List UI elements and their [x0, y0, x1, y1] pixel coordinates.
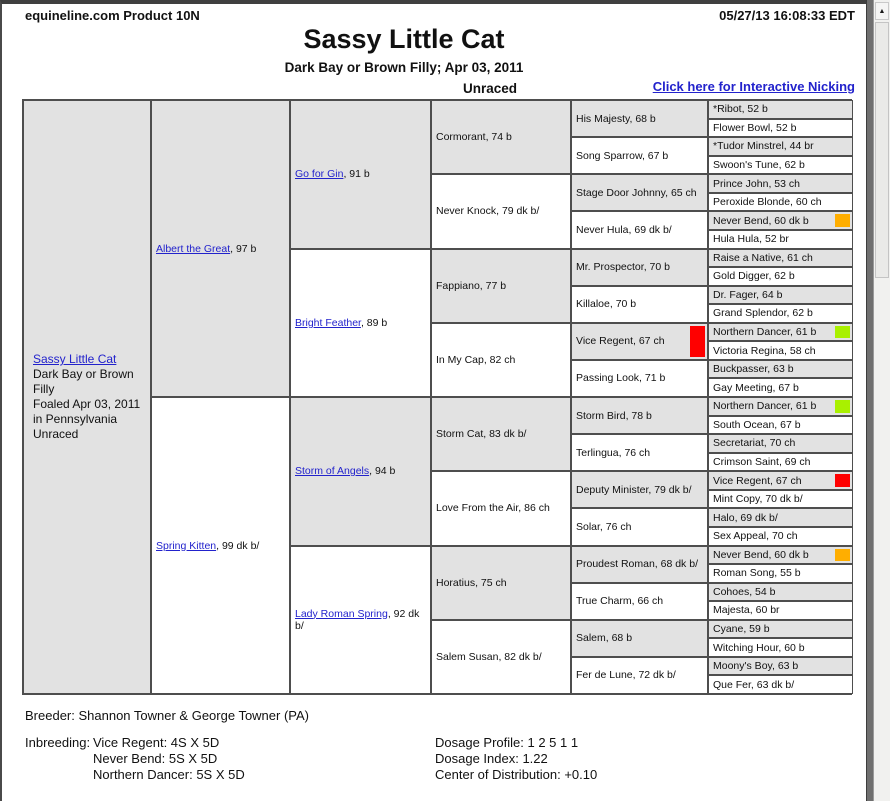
pedigree-cell-g6-29 — [708, 620, 853, 639]
horse-name: Albert the Great, 97 b — [156, 242, 257, 255]
horse-name: In My Cap, 82 ch — [436, 353, 516, 366]
horse-name: *Tudor Minstrel, 44 br — [713, 140, 814, 153]
horse-name: Que Fer, 63 dk b/ — [713, 678, 795, 691]
pedigree-cell-g4-2 — [431, 174, 571, 248]
pedigree-cell-g5-16 — [571, 657, 708, 694]
horse-name: Grand Splendor, 62 b — [713, 307, 813, 320]
horse-name: Secretariat, 70 ch — [713, 437, 796, 450]
pedigree-cell-g6-31 — [708, 657, 853, 676]
pedigree-cell-g5-3 — [571, 174, 708, 211]
pedigree-cell-g6-13 — [708, 323, 853, 342]
horse-name: Gay Meeting, 67 b — [713, 381, 799, 394]
pedigree-cell-g6-10 — [708, 267, 853, 286]
pedigree-cell-g6-18 — [708, 416, 853, 435]
pedigree-cell-g4-5 — [431, 397, 571, 471]
pedigree-table — [22, 99, 852, 695]
horse-name: Passing Look, 71 b — [576, 372, 666, 385]
pedigree-cell-g6-1 — [708, 100, 853, 119]
pedigree-cell-g5-11 — [571, 471, 708, 508]
pedigree-cell-g2-1 — [151, 100, 290, 397]
horse-name: Flower Bowl, 52 b — [713, 121, 797, 134]
pedigree-cell-g5-5 — [571, 249, 708, 286]
pedigree-cell-g5-7 — [571, 323, 708, 360]
pedigree-cell-g4-7 — [431, 546, 571, 620]
dosage-item: Dosage Index: 1.22 — [435, 751, 548, 766]
pedigree-cell-g4-8 — [431, 620, 571, 694]
horse-name: Crimson Saint, 69 ch — [713, 455, 811, 468]
inbreeding-marker-green — [835, 326, 850, 339]
pedigree-cell-g6-11 — [708, 286, 853, 305]
horse-name: Hula Hula, 52 br — [713, 233, 789, 246]
horse-name: Peroxide Blonde, 60 ch — [713, 196, 822, 209]
pedigree-cell-g5-2 — [571, 137, 708, 174]
pedigree-cell-g4-4 — [431, 323, 571, 397]
scrollbar-up-button[interactable] — [875, 2, 889, 20]
pedigree-cell-g6-2 — [708, 119, 853, 138]
horse-name: Prince John, 53 ch — [713, 177, 800, 190]
dosage-list — [435, 735, 597, 783]
pedigree-cell-g5-12 — [571, 508, 708, 545]
horse-name: Killaloe, 70 b — [576, 298, 637, 311]
inbreeding-marker-orange — [835, 214, 850, 227]
pedigree-cell-g6-20 — [708, 453, 853, 472]
horse-name: Cormorant, 74 b — [436, 131, 512, 144]
horse-name: Vice Regent, 67 ch — [576, 335, 665, 348]
horse-link[interactable]: Sassy Little Cat — [33, 352, 117, 366]
horse-name: Dr. Fager, 64 b — [713, 288, 783, 301]
inbreeding-marker-red — [690, 326, 705, 357]
horse-link[interactable]: Spring Kitten — [156, 539, 217, 552]
horse-name: Terlingua, 76 ch — [576, 446, 651, 459]
subject-detail-line: Foaled Apr 03, 2011 — [33, 397, 141, 411]
horse-name: Gold Digger, 62 b — [713, 270, 795, 283]
horse-name: Cohoes, 54 b — [713, 585, 776, 598]
pedigree-cell-g6-23 — [708, 508, 853, 527]
horse-link[interactable]: Lady Roman Spring — [295, 607, 388, 620]
inbreeding-list — [93, 735, 245, 783]
pedigree-cell-g6-30 — [708, 638, 853, 657]
horse-name: Raise a Native, 61 ch — [713, 251, 813, 264]
horse-name: Storm of Angels, 94 b — [295, 465, 396, 478]
horse-name: Spring Kitten, 99 dk b/ — [156, 539, 260, 552]
inbreeding-item: Vice Regent: 4S X 5D — [93, 735, 220, 750]
horse-name: Moony's Boy, 63 b — [713, 660, 799, 673]
horse-name: Proudest Roman, 68 dk b/ — [576, 558, 698, 571]
pedigree-cell-g3-3 — [290, 397, 431, 546]
horse-name: Salem Susan, 82 dk b/ — [436, 650, 542, 663]
horse-name: Never Bend, 60 dk b — [713, 214, 809, 227]
horse-name: Roman Song, 55 b — [713, 567, 801, 580]
horse-name: Lady Roman Spring, 92 dk b/ — [295, 607, 420, 632]
pedigree-cell-g5-9 — [571, 397, 708, 434]
horse-name: Cyane, 59 b — [713, 623, 770, 636]
horse-name: Storm Bird, 78 b — [576, 409, 652, 422]
pedigree-cell-g1-1 — [23, 100, 151, 694]
horse-name: Storm Cat, 83 dk b/ — [436, 428, 527, 441]
horse-name: Majesta, 60 br — [713, 604, 780, 617]
pedigree-cell-g5-4 — [571, 211, 708, 248]
pedigree-cell-g6-5 — [708, 174, 853, 193]
horse-name: Sex Appeal, 70 ch — [713, 530, 798, 543]
horse-name: Go for Gin, 91 b — [295, 168, 370, 181]
page-title: Sassy Little Cat — [303, 24, 505, 54]
pedigree-cell-g6-21 — [708, 471, 853, 490]
horse-name: Salem, 68 b — [576, 632, 633, 645]
pedigree-cell-g6-32 — [708, 675, 853, 694]
horse-link[interactable]: Storm of Angels — [295, 465, 370, 478]
horse-name: Witching Hour, 60 b — [713, 641, 805, 654]
horse-name: Mint Copy, 70 dk b/ — [713, 493, 803, 506]
pedigree-cell-g6-19 — [708, 434, 853, 453]
subject-detail-line: Unraced — [33, 427, 79, 441]
horse-name: Horatius, 75 ch — [436, 576, 507, 589]
horse-link[interactable]: Albert the Great — [156, 242, 231, 255]
pedigree-cell-g4-3 — [431, 249, 571, 323]
horse-name — [24, 352, 150, 367]
horse-name: Victoria Regina, 58 ch — [713, 344, 816, 357]
horse-link[interactable]: Bright Feather — [295, 316, 361, 329]
pedigree-cell-g2-2 — [151, 397, 290, 694]
dosage-item: Dosage Profile: 1 2 5 1 1 — [435, 735, 579, 750]
pedigree-cell-g5-1 — [571, 100, 708, 137]
horse-name: Never Bend, 60 dk b — [713, 548, 809, 561]
window-edge-divider — [866, 0, 874, 801]
pedigree-cell-g4-6 — [431, 471, 571, 545]
pedigree-cell-g6-9 — [708, 249, 853, 268]
pedigree-cell-g6-12 — [708, 304, 853, 323]
horse-name: Fer de Lune, 72 dk b/ — [576, 669, 676, 682]
pedigree-cell-g6-17 — [708, 397, 853, 416]
report-timestamp: 05/27/13 16:08:33 EDT — [719, 8, 855, 23]
dosage-item: Center of Distribution: +0.10 — [435, 767, 598, 782]
horse-description: Dark Bay or Brown Filly; Apr 03, 2011 — [284, 60, 524, 75]
pedigree-cell-g5-13 — [571, 546, 708, 583]
scroll-up-icon: ▲ — [878, 7, 886, 15]
inbreeding-item: Northern Dancer: 5S X 5D — [93, 767, 245, 782]
pedigree-cell-g6-7 — [708, 211, 853, 230]
inbreeding-marker-orange — [835, 549, 850, 562]
horse-name: Buckpasser, 63 b — [713, 363, 794, 376]
pedigree-cell-g6-25 — [708, 546, 853, 565]
horse-name: Halo, 69 dk b/ — [713, 511, 778, 524]
horse-name: Fappiano, 77 b — [436, 279, 507, 292]
interactive-nicking-link[interactable]: Click here for Interactive Nicking — [652, 79, 855, 94]
pedigree-cell-g3-1 — [290, 100, 431, 249]
pedigree-cell-g6-8 — [708, 230, 853, 249]
pedigree-cell-g6-27 — [708, 583, 853, 602]
pedigree-cell-g5-10 — [571, 434, 708, 471]
pedigree-cell-g3-4 — [290, 546, 431, 695]
pedigree-cell-g6-15 — [708, 360, 853, 379]
horse-name: Bright Feather, 89 b — [295, 316, 388, 329]
horse-name: Northern Dancer, 61 b — [713, 326, 817, 339]
horse-name: Song Sparrow, 67 b — [576, 149, 669, 162]
pedigree-cell-g5-6 — [571, 286, 708, 323]
breeder-line: Breeder: Shannon Towner & George Towner (PA) — [25, 708, 309, 723]
horse-name: Never Hula, 69 dk b/ — [576, 223, 672, 236]
pedigree-cell-g3-2 — [290, 249, 431, 398]
pedigree-cell-g4-1 — [431, 100, 571, 174]
pedigree-cell-g6-24 — [708, 527, 853, 546]
horse-name: Deputy Minister, 79 dk b/ — [576, 483, 692, 496]
pedigree-cell-g6-26 — [708, 564, 853, 583]
horse-name: Stage Door Johnny, 65 ch — [576, 186, 697, 199]
horse-name: Never Knock, 79 dk b/ — [436, 205, 540, 218]
horse-name: True Charm, 66 ch — [576, 595, 664, 608]
horse-name: Solar, 76 ch — [576, 520, 632, 533]
horse-name: *Ribot, 52 b — [713, 103, 768, 116]
pedigree-cell-g5-15 — [571, 620, 708, 657]
subject-detail-line: Dark Bay or Brown Filly — [33, 367, 134, 396]
race-status: Unraced — [462, 81, 518, 96]
pedigree-cell-g6-4 — [708, 156, 853, 175]
horse-name: Vice Regent, 67 ch — [713, 474, 802, 487]
pedigree-cell-g6-28 — [708, 601, 853, 620]
pedigree-cell-g6-14 — [708, 341, 853, 360]
pedigree-cell-g5-8 — [571, 360, 708, 397]
pedigree-cell-g6-22 — [708, 490, 853, 509]
horse-name: Northern Dancer, 61 b — [713, 400, 817, 413]
scrollbar-thumb[interactable] — [875, 22, 889, 278]
inbreeding-marker-red — [835, 474, 850, 487]
subject-detail-line: in Pennsylvania — [33, 412, 118, 426]
pedigree-cell-g6-16 — [708, 378, 853, 397]
inbreeding-item: Never Bend: 5S X 5D — [93, 751, 218, 766]
pedigree-cell-g6-6 — [708, 193, 853, 212]
horse-name: His Majesty, 68 b — [576, 112, 656, 125]
horse-name: Love From the Air, 86 ch — [436, 502, 550, 515]
horse-name: South Ocean, 67 b — [713, 418, 801, 431]
horse-link[interactable]: Go for Gin — [295, 168, 344, 181]
pedigree-cell-g6-3 — [708, 137, 853, 156]
inbreeding-label: Inbreeding: — [25, 735, 91, 750]
subject-details — [24, 367, 150, 442]
pedigree-cell-g5-14 — [571, 583, 708, 620]
product-label: equineline.com Product 10N — [25, 8, 200, 23]
horse-name: Mr. Prospector, 70 b — [576, 261, 670, 274]
inbreeding-marker-green — [835, 400, 850, 413]
horse-name: Swoon's Tune, 62 b — [713, 158, 805, 171]
